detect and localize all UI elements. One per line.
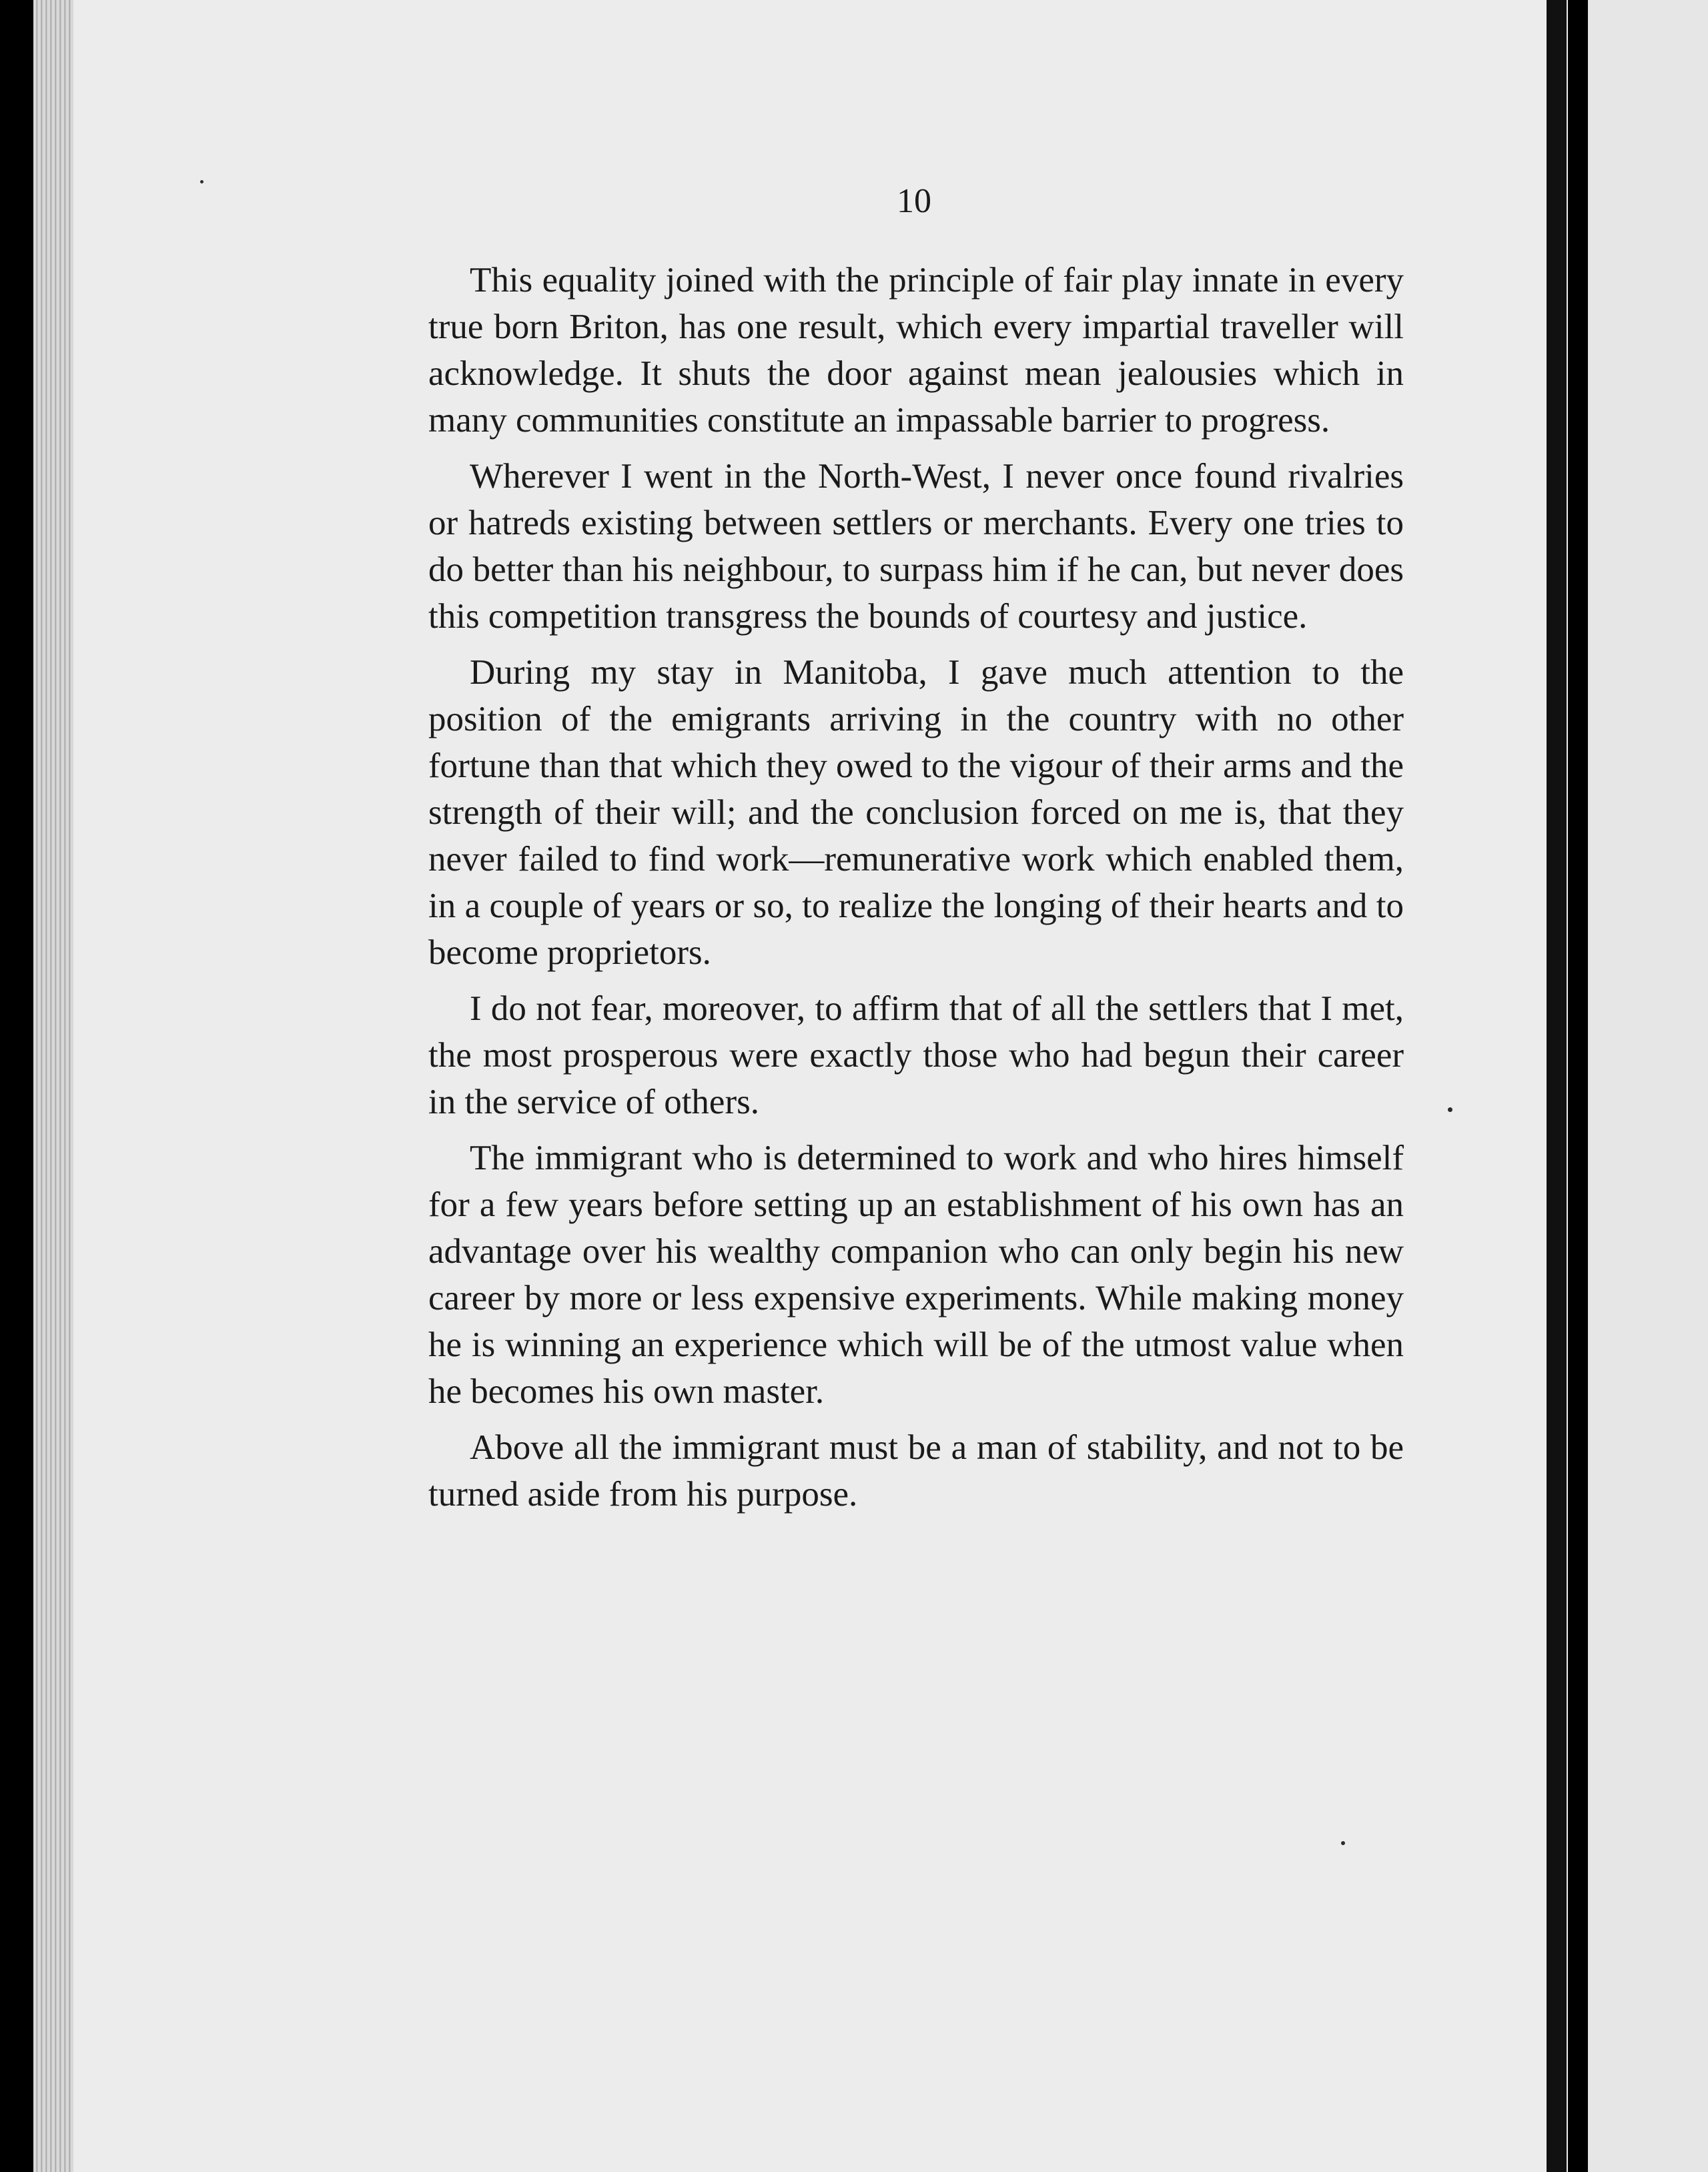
paragraph-2: Wherever I went in the North-West, I never once found rivalries or hatreds existing between settlers or merchants. Every one tries to do better than his neighbour, to surpass him if he can, but never does this competition transgress the bounds of courtesy and justice. [428,457,1404,636]
scan-speck [200,180,203,183]
body-text [428,257,1404,1527]
paragraph-5: The immigrant who is determined to work and who hires himself for a few years before setting up an establishment of his own has an advantage over his wealthy companion who can only begin his new career by more or less expensive experiments. While making money he is winning an experience which will be of the utmost value when he becomes his own master. [428,1139,1404,1411]
page-number: 10 [897,182,931,220]
paragraph-4: I do not fear, moreover, to affirm that of all the settlers that I met, the most prosperous were exactly those who had begun their career in the service of others. [428,989,1404,1121]
facing-page-edge [1588,0,1708,2172]
book-gutter [1547,0,1567,2172]
book-page [33,0,1568,2172]
scan-speck [1341,1841,1345,1845]
paragraph-6: Above all the immigrant must be a man of stability, and not to be turned aside from his purpose. [428,1428,1404,1514]
page-edges [33,0,73,2172]
paragraph-1: This equality joined with the principle of fair play innate in every true born Briton, has one result, which every impartial traveller will acknowledge. It shuts the door against mean jealousies which in many communities constitute an impassable barrier to progress. [428,261,1404,440]
paragraph-3: During my stay in Manitoba, I gave much attention to the position of the emigrants arriving in the country with no other fortune than that which they owed to the vigour of their arms and the strength of their will; and the conclusion forced on me is, that they never failed to find work—remunerative work which enabled them, in a couple of years or so, to realize the longing of their hearts and to become proprietors. [428,653,1404,972]
scan-speck [1448,1107,1452,1112]
